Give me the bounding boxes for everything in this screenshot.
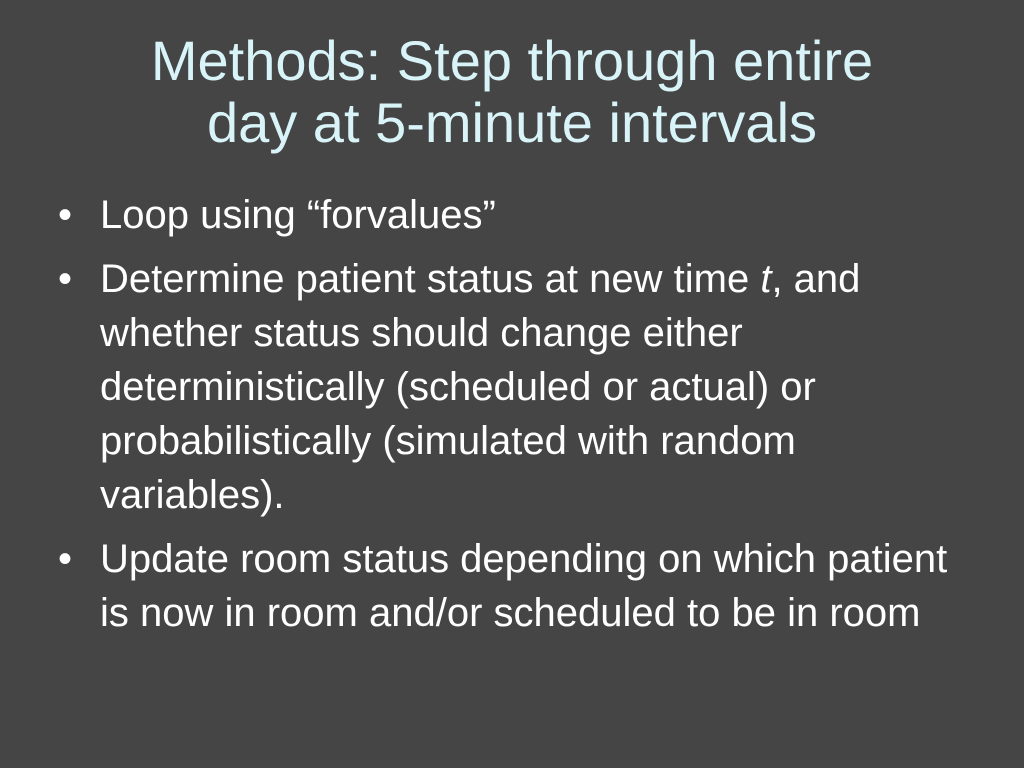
bullet-item-loop [58, 188, 978, 242]
bullet-text-part-1: Determine patient status at new time [100, 257, 761, 301]
bullet-icon: • [58, 193, 73, 237]
bullet-text-part-2: , and whether status should change either deterministically (scheduled or actual) or probabilistically (simulated with random variables). [100, 257, 861, 517]
bullet-item-update-room [58, 532, 978, 640]
slide-title [0, 30, 1024, 154]
bullet-text-determine-status [100, 257, 860, 517]
bullet-text-loop: Loop using “forvalues” [100, 193, 496, 237]
bullet-icon: • [58, 257, 73, 301]
slide-title-line-2: day at 5-minute intervals [206, 91, 818, 154]
bullet-icon: • [58, 537, 73, 581]
bullet-item-determine-status [58, 252, 978, 522]
bullet-text-italic-t: t [760, 257, 772, 301]
bullet-text-update-room: Update room status depending on which patient is now in room and/or scheduled to be in room [100, 537, 948, 635]
bullet-list [58, 188, 978, 650]
slide-title-line-1: Methods: Step through entire [150, 29, 874, 92]
